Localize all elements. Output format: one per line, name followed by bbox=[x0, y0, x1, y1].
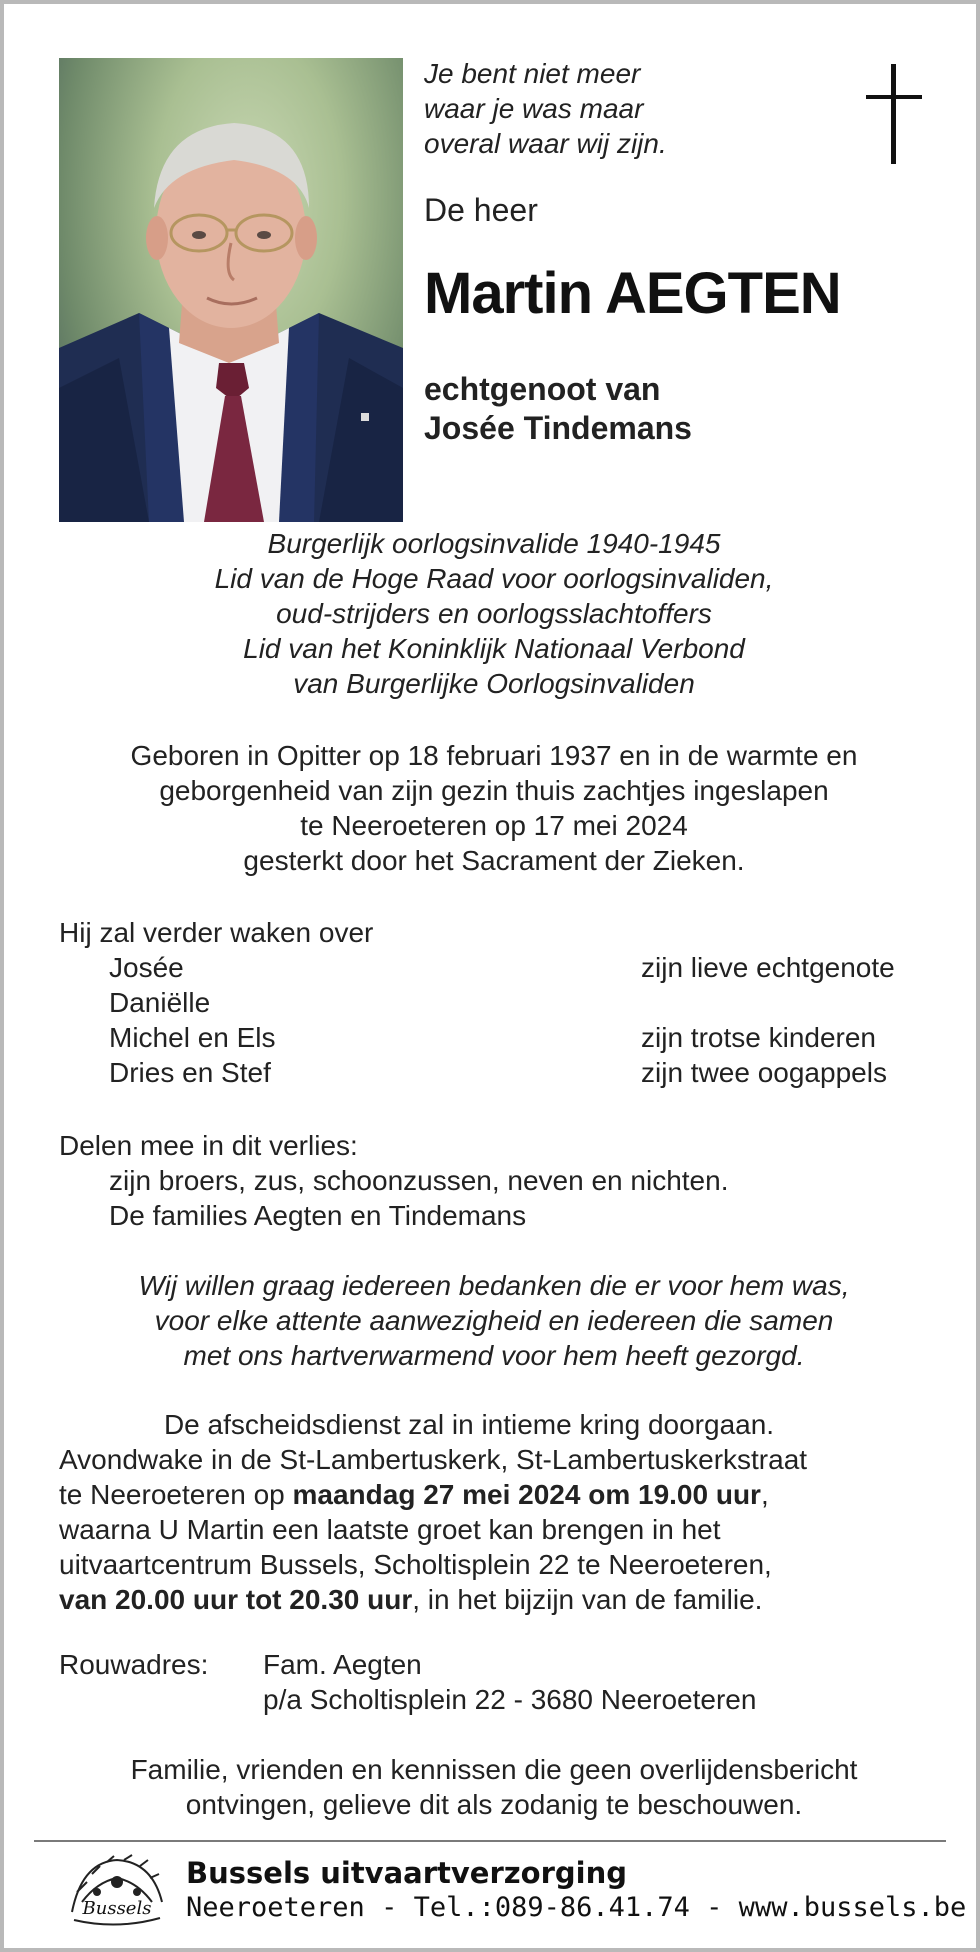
share-line: De families Aegten en Tindemans bbox=[109, 1200, 527, 1231]
thanks-line: met ons hartverwarmend voor hem heeft gezorgd. bbox=[183, 1340, 805, 1371]
service-text: , bbox=[760, 1479, 769, 1510]
family-role: zijn trotse kinderen bbox=[641, 1022, 877, 1053]
bussels-logo bbox=[62, 1852, 172, 1930]
poem bbox=[424, 56, 724, 161]
service-line bbox=[59, 1582, 939, 1617]
service-line: Avondwake in de St-Lambertuskerk, St-Lambertuskerkstraat bbox=[59, 1444, 808, 1475]
company-name: Bussels uitvaartverzorging bbox=[186, 1856, 627, 1890]
service-text: , in het bijzijn van de familie. bbox=[412, 1584, 763, 1615]
birth-line: te Neeroeteren op 17 mei 2024 bbox=[300, 810, 688, 841]
poem-line: waar je was maar bbox=[424, 93, 644, 124]
family-block bbox=[59, 915, 939, 1090]
deceased-name: Martin AEGTEN bbox=[424, 261, 841, 326]
title-line: Lid van de Hoge Raad voor oorlogsinvaliden, bbox=[214, 563, 774, 594]
address-line: Fam. Aegten bbox=[263, 1649, 422, 1680]
share-line: zijn broers, zus, schoonzussen, neven en nichten. bbox=[109, 1165, 729, 1196]
address-label: Rouwadres: bbox=[59, 1649, 209, 1680]
share-block bbox=[59, 1128, 728, 1233]
footer-divider bbox=[34, 1840, 946, 1842]
obituary-card bbox=[4, 4, 976, 1948]
family-member: Josée bbox=[109, 952, 184, 983]
portrait-photo bbox=[59, 58, 403, 522]
family-row bbox=[59, 1055, 939, 1090]
share-intro: Delen mee in dit verlies: bbox=[59, 1130, 358, 1161]
salutation: De heer bbox=[424, 192, 538, 228]
family-member: Michel en Els bbox=[109, 1022, 276, 1053]
titles-block bbox=[4, 526, 980, 701]
service-text: te Neeroeteren op bbox=[59, 1479, 293, 1510]
birth-line: Geboren in Opitter op 18 februari 1937 en in de warmte en bbox=[130, 740, 858, 771]
company-contact: Neeroeteren - Tel.:089-86.41.74 - www.bussels.be bbox=[186, 1892, 967, 1923]
notice-block bbox=[4, 1752, 980, 1822]
family-row bbox=[59, 950, 939, 985]
service-block bbox=[59, 1407, 939, 1617]
birth-line: geborgenheid van zijn gezin thuis zachtjes ingeslapen bbox=[159, 775, 829, 806]
family-member: Dries en Stef bbox=[109, 1057, 271, 1088]
family-intro: Hij zal verder waken over bbox=[59, 917, 374, 948]
notice-line: ontvingen, gelieve dit als zodanig te beschouwen. bbox=[185, 1789, 803, 1820]
service-line: waarna U Martin een laatste groet kan brengen in het bbox=[59, 1514, 721, 1545]
cross-icon bbox=[866, 64, 922, 164]
notice-line: Familie, vrienden en kennissen die geen overlijdensbericht bbox=[130, 1754, 858, 1785]
service-line: De afscheidsdienst zal in intieme kring doorgaan. bbox=[163, 1409, 775, 1440]
thanks-line: Wij willen graag iedereen bedanken die er voor hem was, bbox=[138, 1270, 850, 1301]
address-line: p/a Scholtisplein 22 - 3680 Neeroeteren bbox=[263, 1684, 757, 1715]
family-role: zijn twee oogappels bbox=[641, 1057, 887, 1088]
title-line: Burgerlijk oorlogsinvalide 1940-1945 bbox=[267, 528, 721, 559]
family-row bbox=[59, 1020, 939, 1055]
thanks-block bbox=[4, 1268, 980, 1373]
title-line: van Burgerlijke Oorlogsinvaliden bbox=[293, 668, 695, 699]
service-line bbox=[59, 1477, 939, 1512]
thanks-line: voor elke attente aanwezigheid en iedereen die samen bbox=[154, 1305, 834, 1336]
title-line: Lid van het Koninklijk Nationaal Verbond bbox=[243, 633, 745, 664]
family-role: zijn lieve echtgenote bbox=[641, 952, 895, 983]
spouse-info bbox=[424, 370, 692, 448]
svg-text:Bussels: Bussels bbox=[82, 1898, 152, 1919]
title-line: oud-strijders en oorlogsslachtoffers bbox=[276, 598, 712, 629]
address-block bbox=[59, 1647, 939, 1717]
birth-block bbox=[4, 738, 980, 878]
spouse-line: echtgenoot van bbox=[424, 371, 661, 407]
service-line: uitvaartcentrum Bussels, Scholtisplein 22 te Neeroeteren, bbox=[59, 1549, 772, 1580]
wake-datetime: maandag 27 mei 2024 om 19.00 uur bbox=[292, 1479, 761, 1510]
family-member: Daniëlle bbox=[109, 987, 211, 1018]
poem-line: overal waar wij zijn. bbox=[424, 128, 667, 159]
birth-line: gesterkt door het Sacrament der Zieken. bbox=[243, 845, 745, 876]
visit-time: van 20.00 uur tot 20.30 uur bbox=[59, 1584, 413, 1615]
family-row bbox=[59, 985, 939, 1020]
poem-line: Je bent niet meer bbox=[424, 58, 641, 89]
spouse-name: Josée Tindemans bbox=[424, 410, 692, 446]
